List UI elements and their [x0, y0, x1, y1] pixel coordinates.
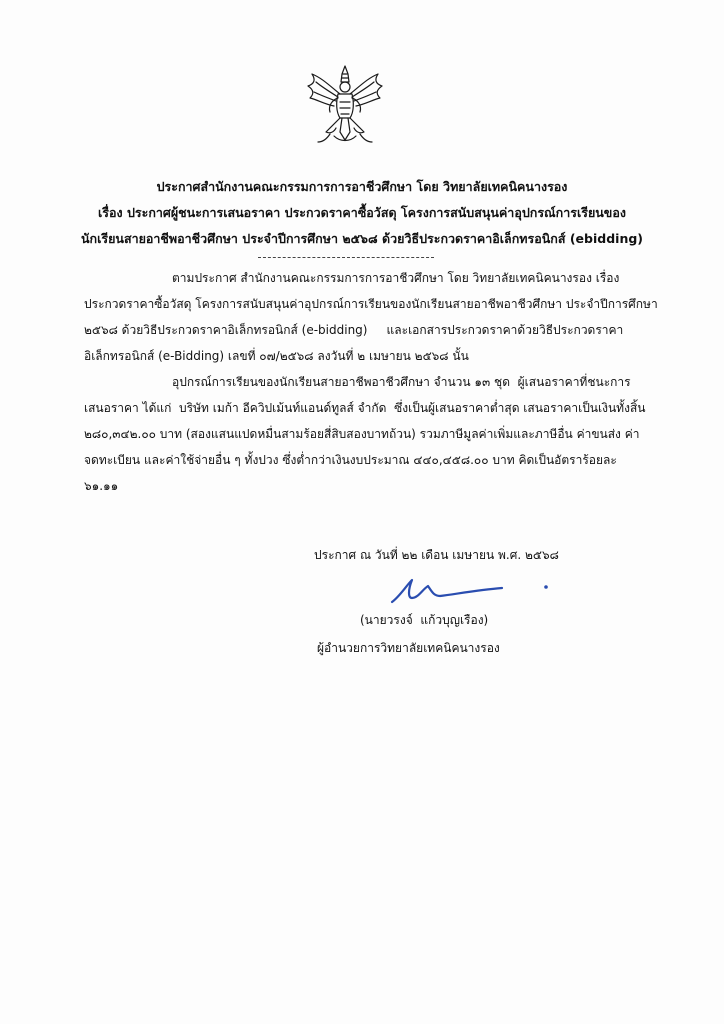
paragraph-2-line-3: ๒๘๐,๓๔๒.๐๐ บาท (สองแสนแปดหมื่นสามร้อยสี่สิบสองบาทถ้วน) รวมภาษีมูลค่าเพิ่มและภาษีอื่น ค่าขนส่ง ค่า [84, 427, 640, 441]
paragraph-1-line-3: ๒๕๖๘ ด้วยวิธีประกวดราคาอิเล็กทรอนิกส์ (e-bidding) และเอกสารประกวดราคาด้วยวิธีประกวดราคา [84, 323, 624, 337]
paragraph-1-line-4: อิเล็กทรอนิกส์ (e-Bidding) เลขที่ ๐๗/๒๕๖๘ ลงวันที่ ๒ เมษายน ๒๕๖๘ นั้น [84, 349, 469, 363]
signer-title: ผู้อำนวยการวิทยาลัยเทคนิคนางรอง [317, 641, 500, 655]
signer-name: (นายวรงจ์ แก้วบุญเรือง) [360, 613, 489, 627]
paragraph-1-line-1: ตามประกาศ สำนักงานคณะกรรมการการอาชีวศึกษา โดย วิทยาลัยเทคนิคนางรอง เรื่อง [172, 271, 620, 285]
paragraph-2-line-5: ๖๑.๑๑ [84, 479, 119, 493]
heading-separator [258, 257, 434, 258]
garuda-emblem-icon [300, 62, 390, 152]
heading-line-3: นักเรียนสายอาชีพอาชีวศึกษา ประจำปีการศึกษา ๒๕๖๘ ด้วยวิธีประกวดราคาอิเล็กทรอนิกส์ (ebidding) [80, 231, 644, 246]
paragraph-2-line-1: อุปกรณ์การเรียนของนักเรียนสายอาชีพอาชีวศึกษา จำนวน ๑๓ ชุด ผู้เสนอราคาที่ชนะการ [172, 375, 631, 389]
paragraph-1-line-2: ประกวดราคาซื้อวัสดุ โครงการสนับสนุนค่าอุปกรณ์การเรียนของนักเรียนสายอาชีพอาชีวศึกษา ประจำปีการศึกษา [84, 297, 658, 311]
announce-date: ประกาศ ณ วันที่ ๒๒ เดือน เมษายน พ.ศ. ๒๕๖๘ [314, 548, 559, 562]
paragraph-2-line-2: เสนอราคา ได้แก่ บริษัท เมก้า อีควิปเม้นท์แอนด์ทูลส์ จำกัด ซึ่งเป็นผู้เสนอราคาต่ำสุด เสนอราคาเป็นเงินทั้งสิ้น [84, 401, 646, 415]
heading-line-1: ประกาศสำนักงานคณะกรรมการการอาชีวศึกษา โดย วิทยาลัยเทคนิคนางรอง [156, 179, 568, 194]
body-paragraph-1 [84, 265, 664, 369]
heading-line-2: เรื่อง ประกาศผู้ชนะการเสนอราคา ประกวดราคาซื้อวัสดุ โครงการสนับสนุนค่าอุปกรณ์การเรียนของ [98, 205, 626, 220]
paragraph-2-line-4: จดทะเบียน และค่าใช้จ่ายอื่น ๆ ทั้งปวง ซึ่งต่ำกว่าเงินงบประมาณ ๔๔๐,๔๕๘.๐๐ บาท คิดเป็นอัตราร้อยละ [84, 453, 617, 467]
body-paragraph-2 [84, 369, 664, 499]
document-heading [60, 174, 664, 252]
